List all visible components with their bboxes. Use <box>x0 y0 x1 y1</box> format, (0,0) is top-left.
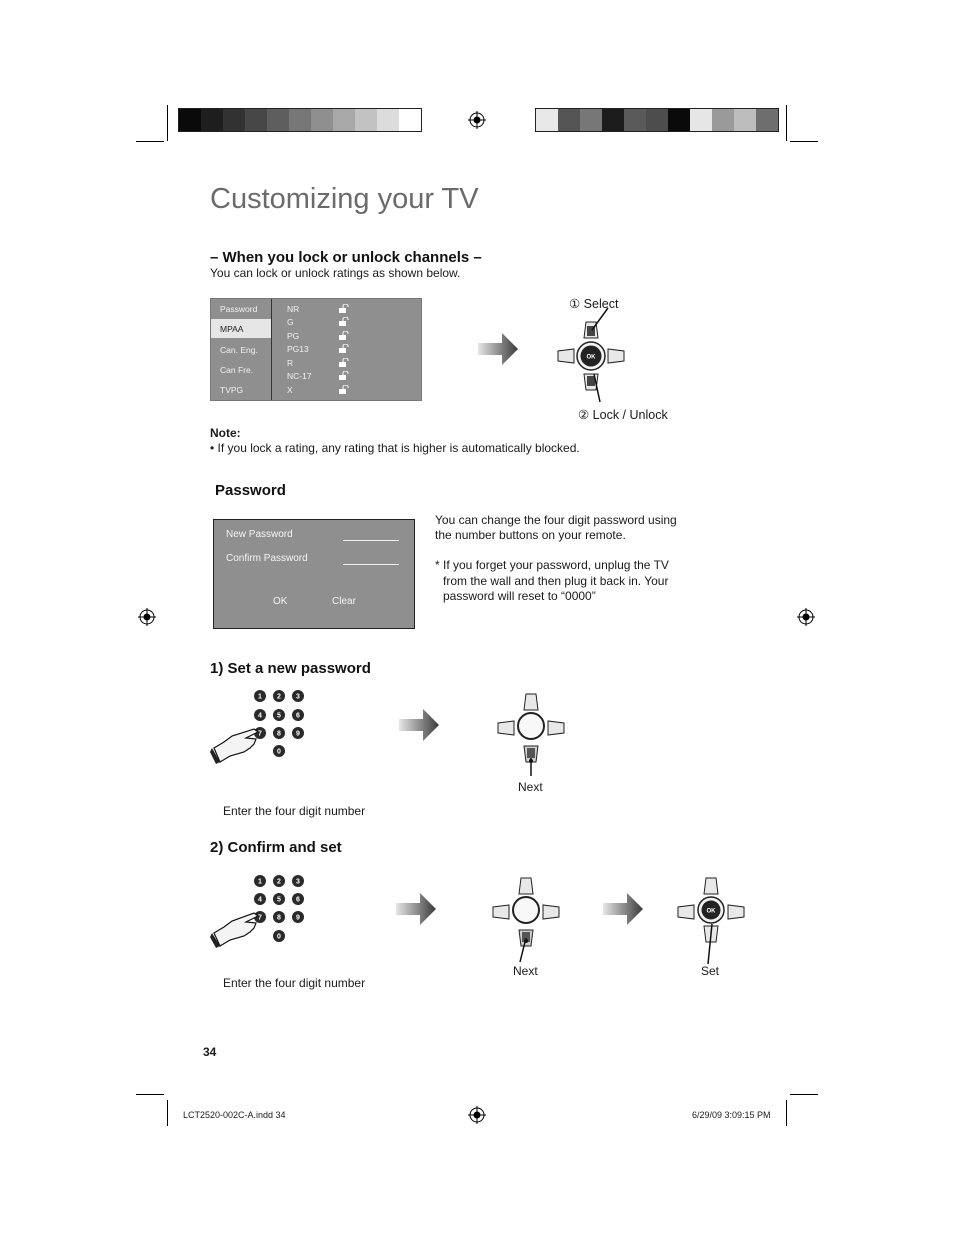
key-label: 6 <box>296 896 300 904</box>
page-number: 34 <box>203 1045 217 1059</box>
rating-item[interactable]: PG <box>287 331 300 341</box>
new-password-field[interactable] <box>343 540 399 541</box>
page-title: Customizing your TV <box>210 183 479 215</box>
note-heading: Note: <box>210 426 241 440</box>
key-label: 5 <box>277 896 281 904</box>
unlock-icon[interactable] <box>339 331 349 340</box>
footer-filename: LCT2520-002C-A.indd 34 <box>183 1110 286 1120</box>
callout-line <box>580 306 610 406</box>
arrow-right-icon <box>399 708 439 742</box>
registration-mark-icon <box>797 608 815 626</box>
lock-section-intro: You can lock or unlock ratings as shown below. <box>210 266 461 280</box>
key-label: 4 <box>258 712 262 720</box>
crop-mark <box>786 1100 787 1126</box>
registration-mark-icon <box>138 608 156 626</box>
footer-timestamp: 6/29/09 3:09:15 PM <box>692 1110 771 1120</box>
registration-mark-icon <box>468 111 486 129</box>
rating-item[interactable]: X <box>287 385 293 395</box>
crop-mark <box>136 141 164 142</box>
key-label: 4 <box>258 896 262 904</box>
key-label: 0 <box>277 748 281 756</box>
note-text: • If you lock a rating, any rating that is higher is automatically blocked. <box>210 441 580 455</box>
arrow-right-icon <box>478 332 518 366</box>
grayscale-color-bar <box>178 108 422 132</box>
key-label: 2 <box>277 693 281 701</box>
arrow-right-icon <box>396 892 436 926</box>
select-label: ① Select <box>569 297 619 311</box>
number-keypad-icon <box>210 686 320 776</box>
crop-mark <box>786 105 787 141</box>
ok-button[interactable]: OK <box>273 596 288 607</box>
unlock-icon[interactable] <box>339 385 349 394</box>
rating-menu-sidebar <box>211 299 272 400</box>
rating-item[interactable]: PG13 <box>287 344 309 354</box>
key-label: 1 <box>258 693 262 701</box>
crop-mark <box>167 105 168 141</box>
rating-item[interactable]: R <box>287 358 294 368</box>
ok-button-label: OK <box>706 908 716 915</box>
step2-heading: 2) Confirm and set <box>210 839 342 856</box>
step1-caption: Enter the four digit number <box>223 804 366 818</box>
key-label: 9 <box>296 914 300 922</box>
step1-next-label: Next <box>518 780 543 794</box>
crop-mark <box>790 1094 818 1095</box>
password-forget-line2: from the wall and then plug it back in. Your <box>443 574 669 588</box>
key-label: 5 <box>277 712 281 720</box>
step1-heading: 1) Set a new password <box>210 660 371 677</box>
key-label: 9 <box>296 730 300 738</box>
new-password-label: New Password <box>226 529 293 540</box>
callout-line <box>516 938 530 964</box>
password-section-heading: Password <box>215 482 286 499</box>
unlock-icon[interactable] <box>339 304 349 313</box>
callout-line <box>526 758 536 778</box>
key-label: 3 <box>296 693 300 701</box>
unlock-icon[interactable] <box>339 371 349 380</box>
key-label: 7 <box>258 730 262 738</box>
callout-line <box>703 922 717 966</box>
password-forget-line3: password will reset to “0000” <box>443 589 596 603</box>
lock-section-heading: – When you lock or unlock channels – <box>210 249 482 266</box>
menu-item-mpaa[interactable] <box>211 319 271 338</box>
clear-button[interactable]: Clear <box>332 596 356 607</box>
menu-item-can-fre[interactable]: Can Fre. <box>220 365 254 375</box>
key-label: 7 <box>258 914 262 922</box>
menu-item-password[interactable]: Password <box>220 304 258 314</box>
password-desc-line1: You can change the four digit password using <box>435 513 677 527</box>
rating-item[interactable]: NC-17 <box>287 371 312 381</box>
password-desc-line2: the number buttons on your remote. <box>435 528 626 542</box>
unlock-icon[interactable] <box>339 317 349 326</box>
menu-item-label: MPAA <box>220 324 244 334</box>
key-label: 6 <box>296 712 300 720</box>
confirm-password-field[interactable] <box>343 564 399 565</box>
unlock-icon[interactable] <box>339 344 349 353</box>
menu-item-tvpg[interactable]: TVPG <box>220 385 244 395</box>
rating-item[interactable]: NR <box>287 304 300 314</box>
key-label: 0 <box>277 933 281 941</box>
key-label: 8 <box>277 914 281 922</box>
mixed-color-bar <box>535 108 779 132</box>
rating-item[interactable]: G <box>287 317 294 327</box>
step2-next-label: Next <box>513 964 538 978</box>
step2-caption: Enter the four digit number <box>223 976 366 990</box>
step2-set-label: Set <box>701 964 720 978</box>
crop-mark <box>136 1094 164 1095</box>
ok-button-label: OK <box>586 354 596 361</box>
rating-menu-screen <box>210 298 422 401</box>
menu-item-can-eng[interactable]: Can. Eng. <box>220 345 258 355</box>
confirm-password-label: Confirm Password <box>226 553 308 564</box>
crop-mark <box>167 1100 168 1126</box>
password-screen <box>213 519 415 629</box>
password-forget-line1: * If you forget your password, unplug the TV <box>435 558 669 572</box>
unlock-icon[interactable] <box>339 358 349 367</box>
arrow-right-icon <box>603 892 643 926</box>
lock-unlock-label: ② Lock / Unlock <box>578 408 668 422</box>
key-label: 1 <box>258 878 262 886</box>
key-label: 3 <box>296 878 300 886</box>
key-label: 2 <box>277 878 281 886</box>
registration-mark-icon <box>468 1106 486 1124</box>
remote-dpad-icon <box>496 690 566 766</box>
key-label: 8 <box>277 730 281 738</box>
number-keypad-icon <box>210 871 320 961</box>
crop-mark <box>790 141 818 142</box>
